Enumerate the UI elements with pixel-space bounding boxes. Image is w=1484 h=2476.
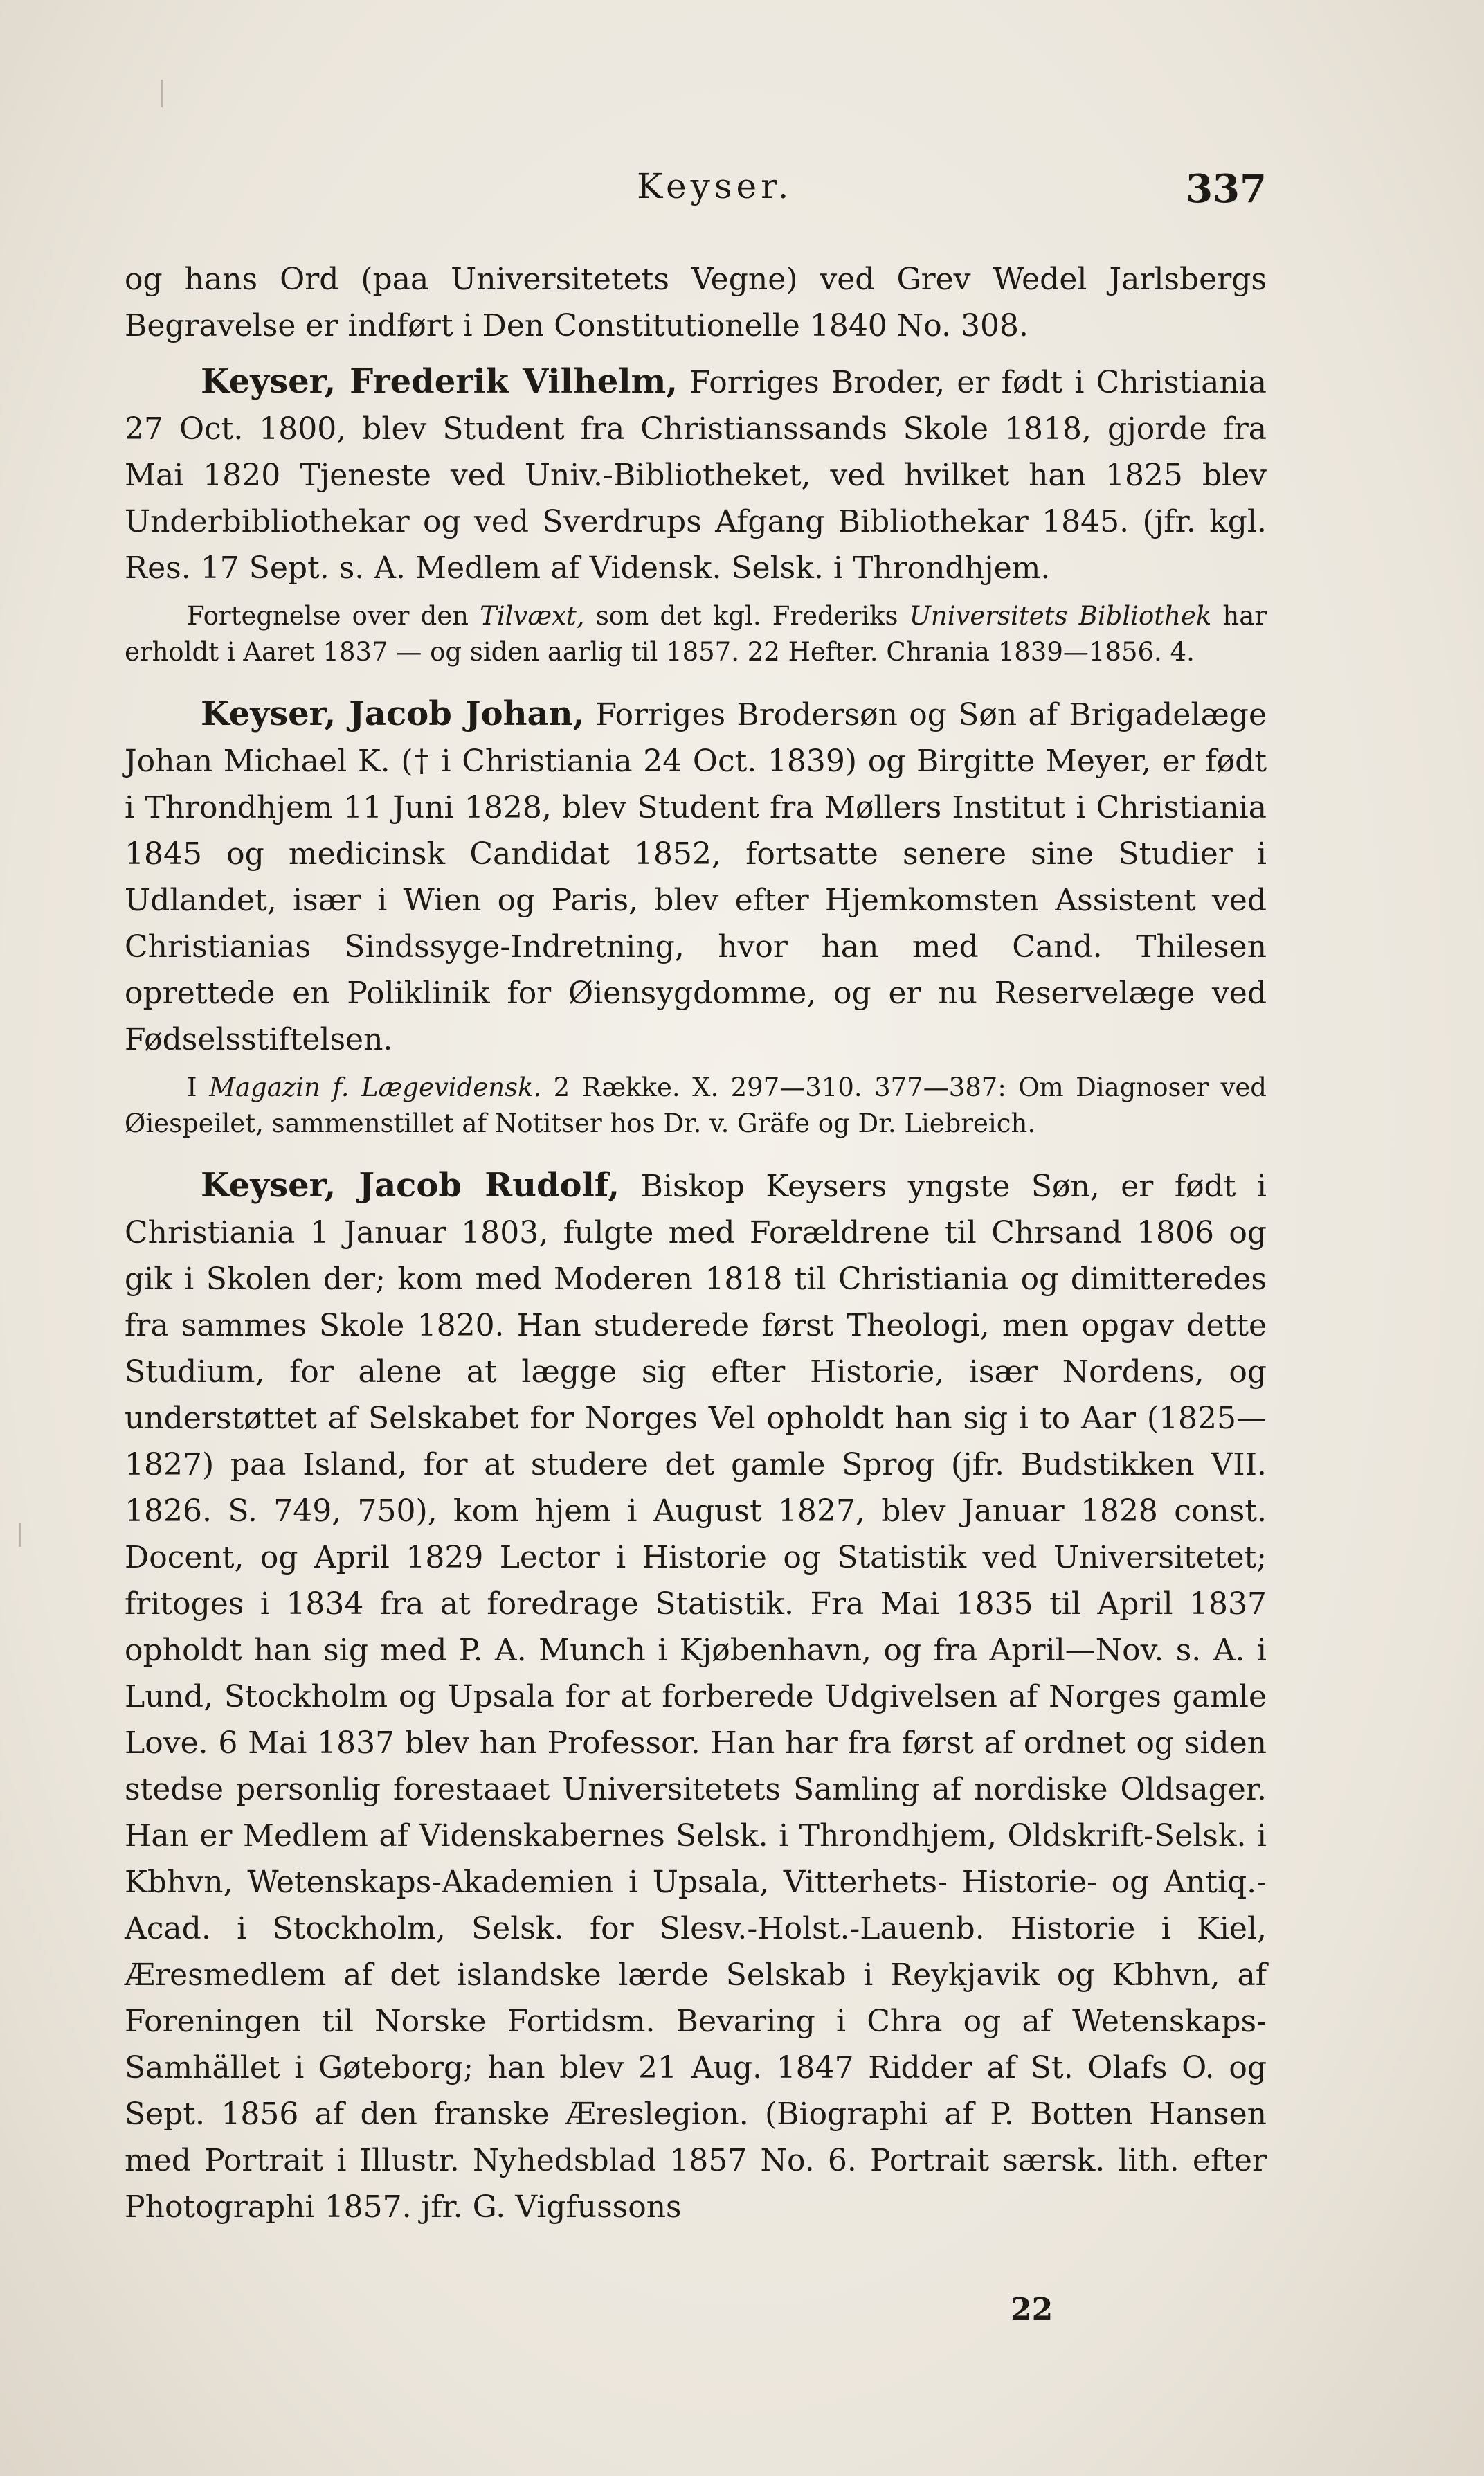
bibliographic-note — [125, 1070, 1267, 1142]
page-header — [125, 166, 1267, 228]
note-text: har erholdt i Aaret 1837 — og siden aarlig til 1857. 22 Hefter. Chrania 1839—1856. 4. — [125, 601, 1267, 667]
entry-text: Forriges Brodersøn og Søn af Brigadelæge Johan Michael K. († i Christiania 24 Oct. 1839) og Birgitte Meyer, er født i Throndhjem 11 Juni 1828, blev Student fra Møllers Institut i Christiania 1845 og medicinsk Candidat 1852, fortsatte senere sine Studier i Udlandet, især i Wien og Paris, blev efter Hjemkomsten Assistent ved Christianias Sindssyge-Indretning, hvor han med Cand. Thilesen oprettede en Poliklinik for Øiensygdomme, og er nu Reservelæge ved Fødselsstiftelsen. — [125, 697, 1267, 1057]
note-title: Magazin f. Lægevidensk. — [209, 1073, 542, 1102]
body-text — [125, 256, 1267, 2230]
note-text: som det kgl. Frederiks — [584, 601, 910, 631]
entry-frederik-vilhelm — [125, 359, 1267, 591]
paper-mark — [19, 1523, 21, 1547]
continuation-paragraph: og hans Ord (paa Universitetets Vegne) ved Grev Wedel Jarlsbergs Begravelse er indført i Den Constitutionelle 1840 No. 308. — [125, 262, 1267, 343]
entry-text: Biskop Keysers yngste Søn, er født i Christiania 1 Januar 1803, fulgte med Forældrene til Chrsand 1806 og gik i Skolen der; kom med Moderen 1818 til Christiania og dimitteredes fra sammes Skole 1820. Han studerede først Theologi, men opgav dette Studium, for alene at lægge sig efter Historie, især Nordens, og understøttet af Selskabet for Norges Vel opholdt han sig i to Aar (1825—1827) paa Island, for at studere det gamle Sprog (jfr. Budstikken VII. 1826. S. 749, 750), kom hjem i August 1827, blev Januar 1828 const. Docent, og April 1829 Lector i Historie og Statistik ved Universitetet; fritoges i 1834 fra at foredrage Statistik. Fra Mai 1835 til April 1837 opholdt han sig med P. A. Munch i Kjøbenhavn, og fra April—Nov. s. A. i Lund, Stockholm og Upsala for at forberede Udgivelsen af Norges gamle Love. 6 Mai 1837 blev han Professor. Han har fra først af ordnet og siden stedse personlig forestaaet Universitetets Samling af nordiske Oldsager. Han er Medlem af Videnskabernes Selsk. i Throndhjem, Oldskrift-Selsk. i Kbhvn, Wetenskaps-Akademien i Upsala, Vitterhets- Historie- og Antiq.-Acad. i Stockholm, Selsk. for Slesv.-Holst.-Lauenb. Historie i Kiel, Æresmedlem af det islandske lærde Selskab i Reykjavik og Kbhvn, af Foreningen til Norske Fortidsm. Bevaring i Chra og af Wetenskaps-Samhället i Gøteborg; han blev 21 Aug. 1847 Ridder af St. Olafs O. og Sept. 1856 af den franske Æreslegion. (Biographi af P. Botten Hansen med Portrait i Illustr. Nyhedsblad 1857 No. 6. Portrait særsk. lith. efter Photographi 1857. jfr. G. Vigfussons — [125, 1169, 1267, 2225]
entry-jacob-rudolf — [125, 1163, 1267, 2230]
paper-mark — [161, 80, 163, 107]
entry-text: Forriges Broder, er født i Christiania 27 Oct. 1800, blev Student fra Christianssands Skole 1818, gjorde fra Mai 1820 Tjeneste ved Univ.-Bibliotheket, ved hvilket han 1825 blev Underbibliothekar og ved Sverdrups Afgang Bibliothekar 1845. (jfr. kgl. Res. 17 Sept. s. A. Medlem af Vidensk. Selsk. i Throndhjem. — [125, 365, 1267, 586]
entry-jacob-johan — [125, 691, 1267, 1063]
entry-headword: Keyser, Jacob Johan, — [201, 694, 585, 733]
note-text: Fortegnelse over den — [187, 601, 480, 631]
running-head: Keyser. — [637, 166, 793, 206]
note-title: Universitets Bibliothek — [909, 601, 1212, 631]
entry-headword: Keyser, Frederik Vilhelm, — [201, 362, 678, 401]
entry-headword: Keyser, Jacob Rudolf, — [201, 1166, 620, 1205]
page-number: 337 — [1186, 166, 1267, 212]
note-text: 2 Række. X. 297—310. 377—387: Om Diagnoser ved Øiespeilet, sammenstillet af Notitser hos Dr. v. Gräfe og Dr. Liebreich. — [125, 1073, 1267, 1138]
note-title: Tilvæxt, — [480, 601, 585, 631]
printer-signature-mark: 22 — [1011, 2292, 1053, 2327]
note-text: I — [187, 1073, 210, 1102]
bibliographic-note — [125, 598, 1267, 670]
